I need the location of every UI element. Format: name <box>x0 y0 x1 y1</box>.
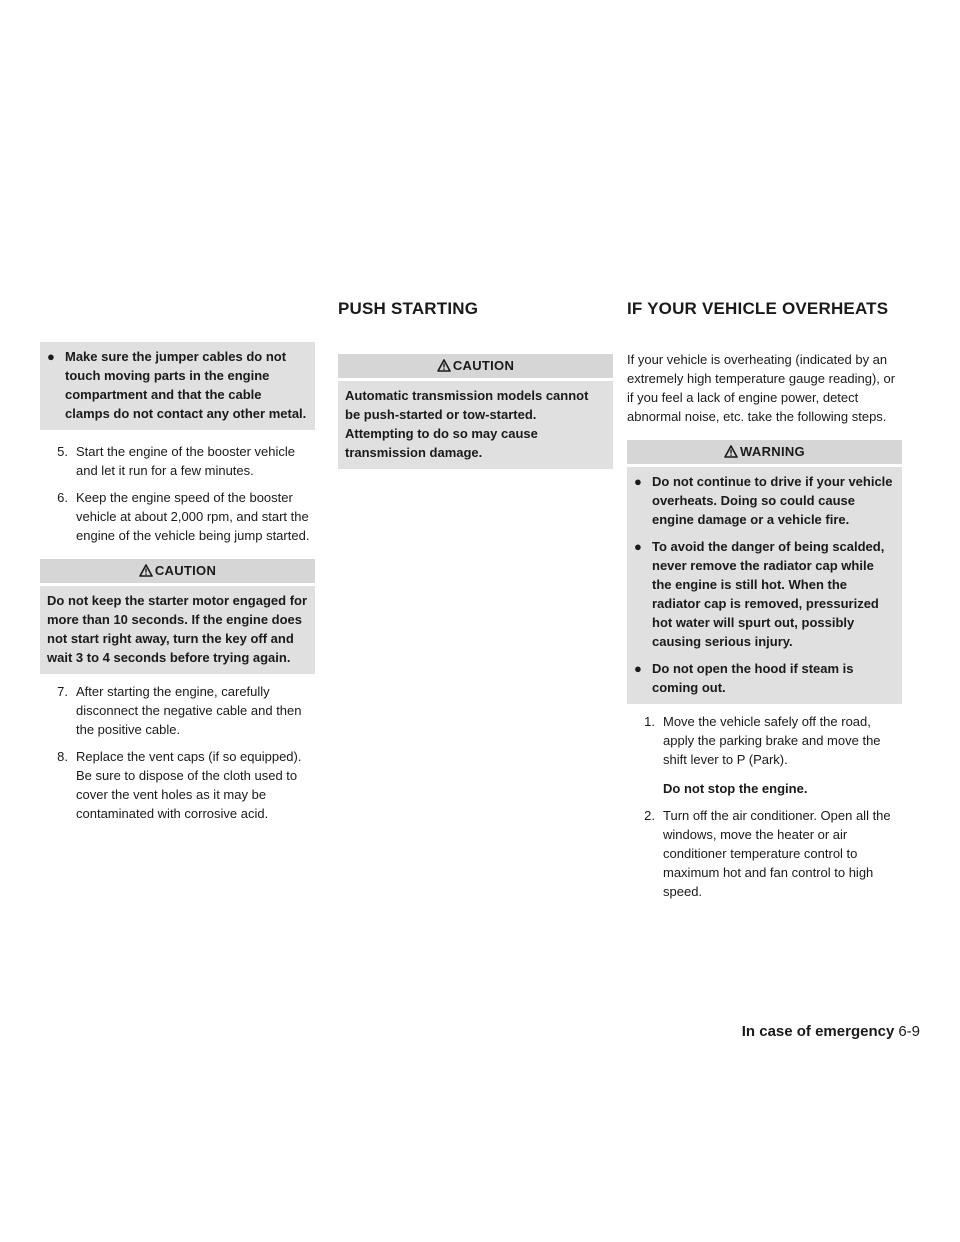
continued-caution-box <box>40 342 315 430</box>
list-item: ● Do not continue to drive if your vehicle overheats. Doing so could cause engine damage or a vehicle fire. <box>634 474 893 527</box>
bullet-icon: ● <box>47 349 55 364</box>
step-2: 2. Turn off the air conditioner. Open all the windows, move the heater or air conditioner temperature control to maximum hot and fan control to high speed. <box>644 808 891 899</box>
page-number: 6-9 <box>898 1023 920 1040</box>
footer-section-title: In case of emergency <box>741 1023 895 1040</box>
caution-text: Automatic transmission models cannot be push-started or tow-started. Attempting to do so may cause transmission damage. <box>338 381 613 469</box>
warning-header: WARNING <box>627 440 902 467</box>
bullet-icon: ● <box>634 539 642 554</box>
bullet-icon: ● <box>634 474 642 489</box>
warning-box <box>627 440 902 704</box>
page-footer <box>690 1022 920 1042</box>
warning-triangle-icon <box>724 445 738 458</box>
warning-triangle-icon <box>139 564 153 577</box>
section-heading-push-starting: PUSH STARTING <box>338 299 479 318</box>
caution-header: CAUTION <box>40 559 315 586</box>
list-item: ● To avoid the danger of being scalded, never remove the radiator cap while the engine is still hot. When the radiator cap is removed, pressurized hot water will spurt out, possibly causing serious injury. <box>634 539 885 649</box>
bullet-icon: ● <box>634 661 642 676</box>
step-6: 6. Keep the engine speed of the booster vehicle at about 2,000 rpm, and start the engine of the vehicle being jump started. <box>57 490 310 543</box>
intro-paragraph: If your vehicle is overheating (indicated by an extremely high temperature gauge reading), or if you feel a lack of engine power, detect abnormal noise, etc. take the following steps. <box>627 352 896 424</box>
warning-list <box>627 467 902 704</box>
step-8: 8. Replace the vent caps (if so equipped). Be sure to dispose of the cloth used to cover the vent holes as it may be contaminated with corrosive acid. <box>57 749 302 821</box>
column-middle <box>338 342 613 477</box>
caution-box <box>338 354 613 469</box>
step-1-note: Do not stop the engine. <box>663 781 808 796</box>
caution-box <box>40 559 315 674</box>
warning-triangle-icon <box>437 359 451 372</box>
step-1: 1. Move the vehicle safely off the road, apply the parking brake and move the shift lever to P (Park). Do not stop the engine. <box>627 712 902 798</box>
column-right <box>627 342 902 909</box>
caution-text: Do not keep the starter motor engaged for more than 10 seconds. If the engine does not start right away, turn the key off and wait 3 to 4 seconds before trying again. <box>40 586 315 674</box>
list-item: ● Make sure the jumper cables do not touch moving parts in the engine compartment and that the cable clamps do not contact any other metal. <box>47 349 307 421</box>
list-item: ● Do not open the hood if steam is coming out. <box>634 661 854 695</box>
step-7: 7. After starting the engine, carefully disconnect the negative cable and then the positive cable. <box>57 684 302 737</box>
caution-header: CAUTION <box>338 354 613 381</box>
column-left <box>40 342 315 831</box>
section-heading-overheats: IF YOUR VEHICLE OVERHEATS <box>627 299 889 318</box>
step-5: 5. Start the engine of the booster vehicle and let it run for a few minutes. <box>57 444 295 478</box>
